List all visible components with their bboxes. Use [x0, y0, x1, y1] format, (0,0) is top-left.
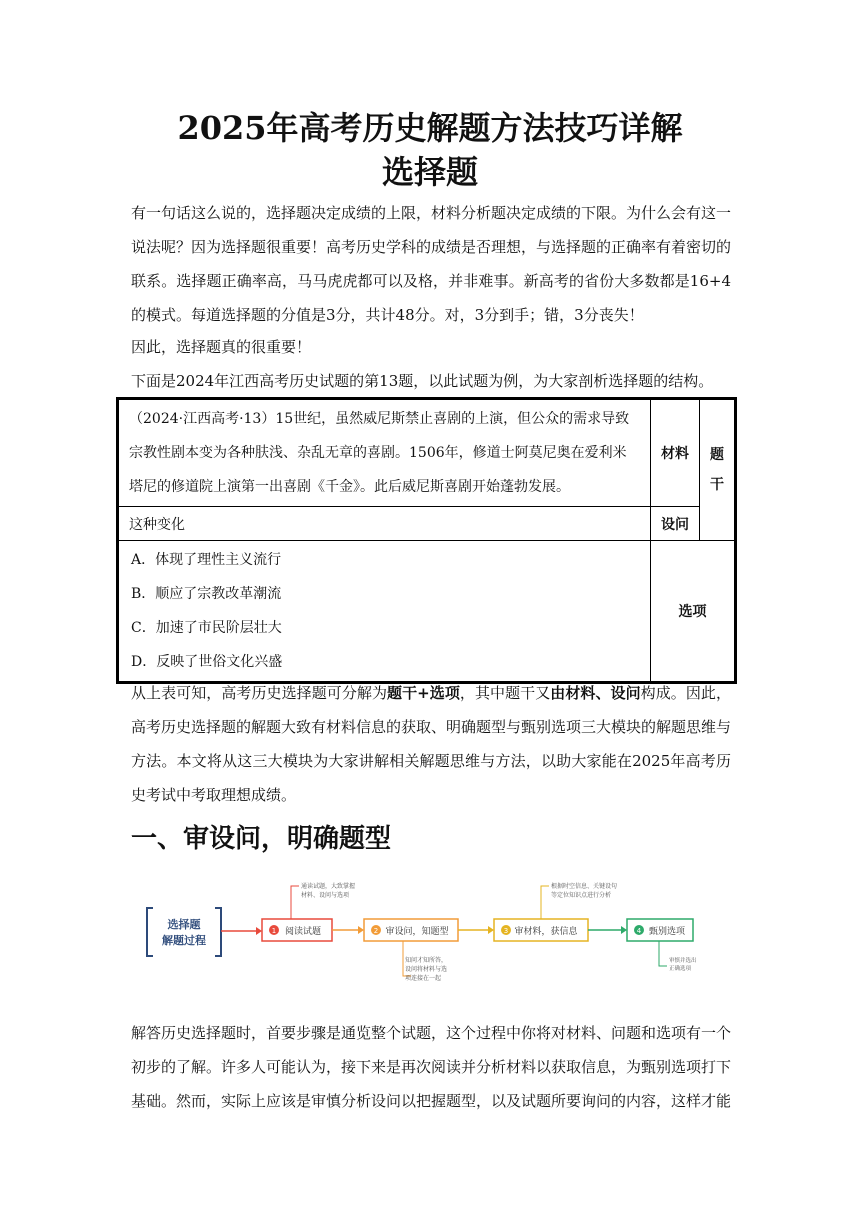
note-3-line-1: 根据时空信息、关键设句 [551, 883, 618, 890]
note-1-line-2: 材料、设问与选项 [301, 892, 350, 899]
document-subtitle: 选择题 [381, 153, 478, 191]
options-label: 选项 [651, 541, 736, 683]
step-2-number: 2 [373, 927, 379, 935]
question-structure-table [116, 397, 737, 684]
arrow-1-head [358, 926, 364, 934]
note-2-line-2: 设问将材料与选 [405, 966, 448, 973]
note-4-connector [659, 941, 667, 966]
start-bracket-right [215, 908, 221, 956]
arrow-0-head [256, 927, 262, 935]
note-4-line-2: 正确选项 [669, 966, 692, 972]
option-d: D．反映了世俗文化兴盛 [131, 654, 283, 670]
material-label: 材料 [651, 399, 700, 507]
intro-emphasis: 因此，选择题真的很重要！ [131, 338, 312, 356]
arrow-2-head [488, 926, 494, 934]
stem-label [700, 399, 736, 541]
arrow-3-head [621, 926, 627, 934]
summary-paragraph [131, 676, 731, 812]
step-1-label: 阅读试题 [284, 927, 322, 937]
summary-bold-1: 题干+选项 [387, 684, 460, 702]
material-cell: （2024·江西高考·13）15世纪，虽然威尼斯禁止喜剧的上演，但公众的需求导致宗教性剧本变为各种肤浅、杂乱无章的喜剧。1506年，修道士阿莫尼奥在爱利米塔尼的修道院上演第一出喜剧《千金》。此后威尼斯喜剧开始蓬勃发展。 [118, 399, 651, 507]
summary-text-2: ，其中题干又 [459, 684, 551, 702]
body-paragraph: 解答历史选择题时，首要步骤是通览整个试题，这个过程中你将对材料、问题和选项有一个初步的了解。许多人可能认为，接下来是再次阅读并分析材料以获取信息，为甄别选项打下基础。然而，实际上应该是审慎分析设问以把握题型，以及试题所要询问的内容，这样才能 [131, 1024, 732, 1110]
stem-label-char-1: 题 [710, 447, 724, 463]
option-c: C．加速了市民阶层壮大 [131, 620, 282, 636]
question-label: 设问 [651, 507, 700, 541]
start-label-1: 选择题 [167, 918, 201, 931]
note-1-line-1: 通读试题，大致掌握 [301, 883, 356, 890]
summary-text-1: 从上表可知，高考历史选择题可分解为 [131, 684, 388, 702]
note-3-connector [541, 886, 549, 919]
option-b: B．顺应了宗教改革潮流 [131, 586, 282, 602]
note-3-line-2: 等定位知识点进行分析 [551, 892, 612, 899]
intro-lead: 下面是2024年江西高考历史试题的第13题，以此试题为例，为大家剖析选择题的结构。 [131, 372, 714, 390]
step-2-label: 审设问，知题型 [385, 927, 449, 937]
question-stem-cell: 这种变化 [118, 507, 651, 541]
solving-process-diagram [141, 874, 701, 994]
note-4-line-1: 审慎并选出 [669, 958, 697, 964]
step-3-number: 3 [503, 927, 509, 935]
start-bracket-left [147, 908, 153, 956]
step-4-label: 甄别选项 [648, 927, 686, 937]
step-4-number: 4 [636, 927, 642, 935]
note-2-line-3: 项连接在一起 [405, 975, 442, 982]
options-cell [118, 541, 651, 683]
option-a: A．体现了理性主义流行 [131, 552, 282, 568]
note-1-connector [291, 886, 299, 919]
section-heading: 一、审设问，明确题型 [131, 824, 392, 854]
summary-text-3: 构成。因此，高考历史选择题的解题大致有材料信息的获取、明确题型与甄别选项三大模块的解题思维与方法。本文将从这三大模块为大家讲解相关解题思维与方法，以助大家能在2025年高考历史考试中考取理想成绩。 [131, 684, 732, 804]
start-label-2: 解题过程 [162, 934, 206, 947]
summary-bold-2: 由材料、设问 [550, 684, 641, 702]
stem-label-char-2: 干 [710, 477, 724, 493]
intro-paragraph: 有一句话这么说的，选择题决定成绩的上限，材料分析题决定成绩的下限。为什么会有这一说法呢？因为选择题很重要！高考历史学科的成绩是否理想，与选择题的正确率有着密切的联系。选择题正确率高，马马虎虎都可以及格，并非难事。新高考的省份大多数都是16+4的模式。每道选择题的分值是3分，共计48分。对，3分到手；错，3分丧失！ [131, 204, 732, 324]
document-title: 2025年高考历史解题方法技巧详解 [177, 109, 683, 147]
note-2-line-1: 知问才知所答， [405, 957, 448, 964]
step-3-label: 审材料，获信息 [514, 927, 578, 937]
step-1-number: 1 [271, 927, 277, 935]
